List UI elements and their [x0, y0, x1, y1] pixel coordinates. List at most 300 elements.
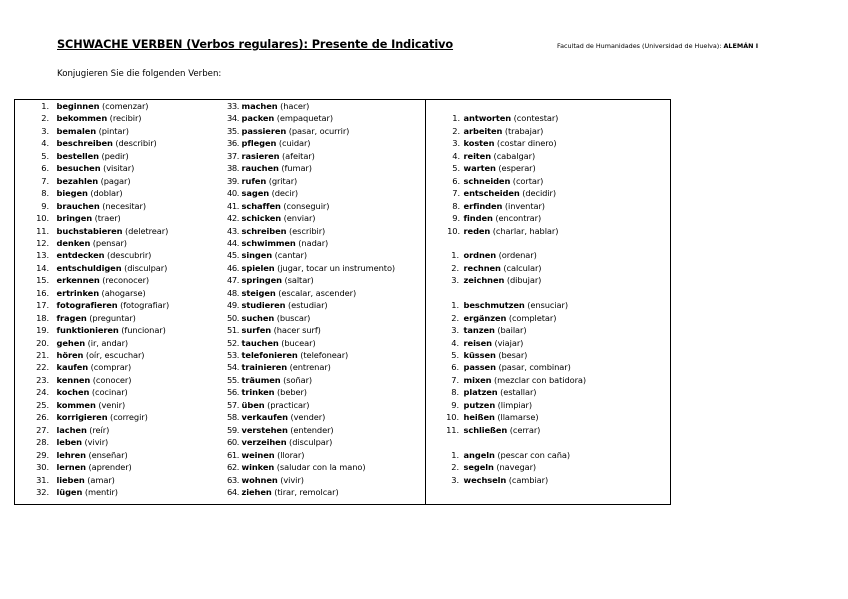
verb-list-item	[427, 176, 543, 187]
verb-list-item	[219, 338, 316, 349]
item-number: 32.	[36, 486, 49, 497]
item-number: 53.	[227, 350, 239, 360]
verb-translation: (soñar)	[280, 374, 313, 385]
verb-translation: (saltar)	[281, 275, 314, 286]
verb-translation: (cortar)	[510, 175, 544, 186]
item-number: 33.	[227, 101, 239, 111]
verb-list-item	[427, 387, 536, 398]
verb-list-item	[219, 475, 304, 486]
item-number: 2.	[452, 125, 460, 136]
verb-list-item	[15, 450, 128, 461]
verb-list-item	[427, 151, 535, 162]
verb-translation: (cerrar)	[507, 424, 541, 435]
verb-infinitive: kennen	[56, 374, 91, 385]
verb-list-item	[219, 213, 315, 224]
verb-infinitive: reisen	[463, 337, 492, 348]
item-number: 3.	[451, 474, 459, 485]
verb-translation: (pintar)	[96, 125, 129, 136]
verb-translation: (trabajar)	[502, 125, 544, 136]
verb-translation: (describir)	[112, 138, 157, 149]
item-number: 6.	[451, 362, 459, 373]
verb-list-item	[427, 475, 548, 486]
verb-list-item	[15, 263, 167, 274]
verb-infinitive: angeln	[463, 449, 495, 460]
item-number: 45.	[227, 250, 239, 261]
verb-list-item	[15, 226, 168, 237]
verb-list-item	[15, 325, 166, 336]
verb-list-item	[427, 425, 540, 436]
verb-infinitive: weinen	[241, 449, 275, 460]
item-number: 15.	[36, 275, 49, 286]
instruction-text: Konjugieren Sie die folgenden Verben:	[57, 69, 222, 79]
verb-infinitive: rasieren	[241, 150, 280, 161]
item-number: 20.	[36, 337, 49, 348]
verb-translation: (recibir)	[107, 113, 142, 124]
verb-translation: (gritar)	[266, 175, 298, 186]
verb-translation: (navegar)	[493, 462, 537, 473]
verb-infinitive: bekommen	[56, 113, 108, 124]
verb-list-item	[15, 487, 118, 498]
verb-translation: (deletrear)	[122, 225, 169, 236]
verb-infinitive: träumen	[241, 374, 281, 385]
verb-infinitive: verzeihen	[241, 437, 287, 448]
item-number: 9.	[452, 213, 460, 224]
verb-translation: (enviar)	[281, 213, 316, 224]
verb-list-item	[219, 350, 348, 361]
verb-translation: (cantar)	[272, 250, 307, 261]
verb-translation: (ordenar)	[496, 250, 537, 261]
verb-translation: (estudiar)	[285, 300, 328, 311]
verb-translation: (reconocer)	[99, 275, 150, 286]
verb-infinitive: lieben	[56, 474, 85, 485]
table-divider	[425, 100, 426, 504]
verb-infinitive: üben	[241, 399, 265, 410]
verb-list-item	[219, 263, 395, 274]
verb-translation: (comprar)	[88, 362, 132, 373]
verb-infinitive: hören	[56, 350, 84, 360]
verb-list-item	[427, 263, 541, 274]
verb-translation: (entender)	[287, 424, 334, 435]
verb-translation: (ahogarse)	[99, 287, 146, 298]
verb-translation: (limpiar)	[495, 399, 532, 410]
verb-table	[14, 99, 671, 505]
verb-list-item	[15, 201, 146, 212]
verb-infinitive: schließen	[463, 424, 508, 435]
item-number: 1.	[451, 300, 459, 311]
verb-list-item	[219, 201, 329, 212]
verb-infinitive: bemalen	[56, 125, 97, 136]
verb-list-item	[427, 325, 526, 336]
verb-translation: (mezclar con batidora)	[491, 374, 587, 385]
item-number: 44.	[227, 237, 239, 248]
verb-translation: (estallar)	[497, 387, 537, 398]
item-number: 8.	[41, 188, 49, 199]
item-number: 64.	[227, 486, 239, 497]
verb-list-item	[427, 126, 543, 137]
item-number: 57.	[227, 399, 239, 410]
verb-list-item	[219, 113, 333, 124]
verb-infinitive: platzen	[463, 387, 498, 398]
verb-translation: (conocer)	[90, 374, 132, 385]
verb-list-item	[15, 362, 131, 373]
verb-translation: (esperar)	[495, 163, 536, 174]
item-number: 39.	[227, 175, 239, 186]
verb-list-item	[15, 188, 122, 199]
verb-translation: (viajar)	[491, 337, 524, 348]
verb-list-item	[15, 300, 169, 311]
verb-translation: (empaquetar)	[274, 113, 333, 124]
verb-translation: (ensuciar)	[524, 300, 568, 311]
verb-list-item	[219, 163, 312, 174]
verb-infinitive: beschreiben	[56, 138, 113, 149]
verb-infinitive: schaffen	[241, 200, 281, 211]
verb-infinitive: schreiben	[241, 225, 287, 236]
verb-translation: (doblar)	[87, 188, 123, 199]
verb-translation: (entrenar)	[287, 362, 331, 373]
item-number: 2.	[451, 312, 459, 323]
verb-translation: (decidir)	[519, 188, 556, 199]
verb-translation: (escalar, ascender)	[275, 287, 357, 298]
item-number: 2.	[451, 462, 459, 473]
verb-translation: (pedir)	[98, 150, 129, 161]
item-number: 54.	[227, 362, 239, 373]
verb-list-item	[15, 400, 125, 411]
verb-infinitive: rechnen	[463, 262, 501, 273]
verb-translation: (disculpar)	[121, 262, 168, 273]
verb-list-item	[427, 250, 537, 261]
item-number: 9.	[41, 200, 49, 211]
verb-list-item	[427, 362, 571, 373]
item-number: 10.	[447, 225, 460, 236]
item-number: 5.	[41, 150, 49, 161]
verb-list-item	[427, 300, 568, 311]
verb-infinitive: korrigieren	[56, 412, 108, 423]
verb-translation: (nadar)	[295, 237, 329, 248]
verb-translation: (besar)	[495, 350, 528, 360]
item-number: 30.	[36, 462, 49, 473]
item-number: 1.	[41, 101, 49, 111]
verb-infinitive: lachen	[56, 424, 87, 435]
verb-translation: (ir, andar)	[85, 337, 129, 348]
item-number: 6.	[41, 163, 49, 174]
verb-translation: (saludar con la mano)	[274, 462, 366, 473]
verb-infinitive: lernen	[56, 462, 86, 473]
verb-infinitive: funktionieren	[56, 325, 119, 336]
verb-list-item	[15, 313, 136, 324]
verb-list-item	[219, 126, 349, 137]
verb-translation: (buscar)	[274, 312, 311, 323]
item-number: 59.	[227, 424, 239, 435]
item-number: 10.	[446, 412, 459, 423]
verb-translation: (decir)	[269, 188, 299, 199]
verb-infinitive: wechseln	[463, 474, 507, 485]
verb-infinitive: küssen	[463, 350, 496, 360]
verb-translation: (corregir)	[107, 412, 148, 423]
verb-list-item	[219, 387, 307, 398]
verb-list-item	[15, 163, 134, 174]
verb-list-item	[219, 437, 332, 448]
verb-infinitive: erfinden	[463, 200, 503, 211]
verb-translation: (venir)	[95, 399, 126, 410]
verb-infinitive: singen	[241, 250, 273, 261]
verb-translation: (conseguir)	[280, 200, 330, 211]
verb-infinitive: packen	[241, 113, 275, 124]
verb-infinitive: lehren	[56, 449, 86, 460]
item-number: 50.	[227, 312, 239, 323]
verb-translation: (inventar)	[502, 200, 545, 211]
verb-infinitive: sagen	[241, 188, 270, 199]
verb-infinitive: zeichnen	[463, 275, 505, 286]
verb-infinitive: spielen	[241, 262, 275, 273]
verb-translation: (mentir)	[82, 486, 118, 497]
item-number: 3.	[452, 138, 460, 149]
verb-list-item	[15, 375, 131, 386]
item-number: 13.	[36, 250, 49, 261]
verb-infinitive: reden	[463, 225, 491, 236]
verb-translation: (afeitar)	[279, 150, 315, 161]
verb-list-item	[15, 151, 129, 162]
verb-list-item	[219, 362, 331, 373]
item-number: 31.	[36, 474, 49, 485]
verb-infinitive: kaufen	[56, 362, 89, 373]
verb-infinitive: warten	[463, 163, 496, 174]
verb-infinitive: biegen	[56, 188, 88, 199]
verb-list-item	[427, 338, 523, 349]
verb-list-item	[219, 250, 307, 261]
item-number: 16.	[36, 287, 49, 298]
item-number: 42.	[227, 213, 239, 224]
verb-list-item	[219, 487, 339, 498]
verb-translation: (pescar con caña)	[494, 449, 571, 460]
verb-list-item	[15, 275, 149, 286]
verb-translation: (pasar, ocurrir)	[286, 125, 350, 136]
verb-infinitive: mixen	[463, 374, 492, 385]
item-number: 17.	[36, 300, 49, 311]
verb-list-item	[427, 188, 556, 199]
verb-list-item	[219, 462, 366, 473]
verb-translation: (traer)	[92, 213, 121, 224]
verb-infinitive: leben	[56, 437, 82, 448]
verb-translation: (hacer surf)	[271, 325, 321, 336]
item-number: 4.	[452, 150, 460, 161]
item-number: 51.	[227, 325, 239, 336]
verb-list-item	[15, 101, 148, 112]
verb-list-item	[219, 288, 356, 299]
verb-list-item	[427, 375, 586, 386]
verb-list-item	[15, 462, 132, 473]
item-number: 8.	[452, 200, 460, 211]
verb-infinitive: trinken	[241, 387, 275, 398]
verb-list-item	[427, 400, 532, 411]
item-number: 26.	[36, 412, 49, 423]
verb-list-item	[219, 226, 325, 237]
verb-infinitive: rufen	[241, 175, 267, 186]
verb-list-item	[219, 101, 309, 112]
verb-infinitive: schicken	[241, 213, 282, 224]
verb-translation: (vivir)	[277, 474, 304, 485]
verb-list-item	[219, 425, 334, 436]
verb-translation: (cocinar)	[89, 387, 128, 398]
verb-translation: (contestar)	[511, 113, 559, 124]
verb-infinitive: antworten	[463, 113, 512, 124]
verb-list-item	[219, 450, 304, 461]
verb-infinitive: trainieren	[241, 362, 288, 373]
item-number: 49.	[227, 300, 239, 311]
verb-infinitive: tauchen	[241, 337, 279, 348]
verb-list-item	[219, 176, 297, 187]
verb-translation: (oír, escuchar)	[83, 350, 145, 360]
verb-infinitive: steigen	[241, 287, 276, 298]
verb-infinitive: machen	[241, 101, 278, 111]
item-number: 38.	[227, 163, 239, 174]
verb-translation: (enseñar)	[85, 449, 128, 460]
item-number: 52.	[227, 337, 239, 348]
item-number: 60.	[227, 437, 239, 448]
item-number: 28.	[36, 437, 49, 448]
verb-infinitive: entdecken	[56, 250, 105, 261]
verb-infinitive: entscheiden	[463, 188, 520, 199]
verb-list-item	[15, 113, 141, 124]
verb-translation: (practicar)	[264, 399, 310, 410]
verb-infinitive: ordnen	[463, 250, 497, 261]
verb-translation: (disculpar)	[286, 437, 333, 448]
verb-infinitive: putzen	[463, 399, 496, 410]
item-number: 11.	[446, 424, 459, 435]
item-number: 19.	[36, 325, 49, 336]
verb-infinitive: verstehen	[241, 424, 288, 435]
item-number: 18.	[36, 312, 49, 323]
verb-translation: (hacer)	[277, 101, 310, 111]
verb-translation: (vender)	[287, 412, 326, 423]
verb-infinitive: fragen	[56, 312, 87, 323]
verb-list-item	[427, 213, 541, 224]
verb-infinitive: bezahlen	[56, 175, 99, 186]
verb-translation: (fotografiar)	[117, 300, 170, 311]
verb-list-item	[219, 238, 328, 249]
verb-infinitive: pflegen	[241, 138, 277, 149]
verb-translation: (llamarse)	[494, 412, 539, 423]
verb-infinitive: fotografieren	[56, 300, 118, 311]
verb-infinitive: passen	[463, 362, 496, 373]
verb-list-item	[427, 450, 570, 461]
verb-infinitive: ziehen	[241, 486, 272, 497]
verb-list-item	[219, 138, 310, 149]
item-number: 4.	[41, 138, 49, 149]
verb-infinitive: passieren	[241, 125, 287, 136]
verb-list-item	[15, 213, 121, 224]
verb-infinitive: beginnen	[56, 101, 100, 111]
item-number: 22.	[36, 362, 49, 373]
verb-infinitive: lügen	[56, 486, 83, 497]
verb-list-item	[219, 325, 321, 336]
verb-infinitive: kosten	[463, 138, 495, 149]
verb-list-item	[219, 275, 314, 286]
item-number: 3.	[451, 325, 459, 336]
item-number: 48.	[227, 287, 239, 298]
verb-translation: (bucear)	[278, 337, 316, 348]
verb-infinitive: schwimmen	[241, 237, 296, 248]
item-number: 7.	[452, 188, 460, 199]
item-number: 61.	[227, 449, 239, 460]
verb-infinitive: arbeiten	[463, 125, 503, 136]
verb-list-item	[15, 288, 146, 299]
item-number: 5.	[452, 163, 460, 174]
verb-infinitive: brauchen	[56, 200, 100, 211]
verb-translation: (comenzar)	[99, 101, 149, 111]
item-number: 41.	[227, 200, 239, 211]
verb-list-item	[219, 300, 328, 311]
verb-translation: (visitar)	[100, 163, 135, 174]
item-number: 55.	[227, 374, 239, 385]
verb-translation: (jugar, tocar un instrumento)	[274, 262, 396, 273]
item-number: 12.	[36, 237, 49, 248]
item-number: 7.	[451, 374, 459, 385]
verb-list-item	[427, 201, 545, 212]
item-number: 34.	[227, 113, 239, 124]
verb-list-item	[427, 275, 541, 286]
verb-list-item	[219, 151, 315, 162]
verb-translation: (charlar, hablar)	[490, 225, 559, 236]
item-number: 35.	[227, 125, 239, 136]
verb-list-item	[219, 313, 310, 324]
item-number: 23.	[36, 374, 49, 385]
verb-infinitive: besuchen	[56, 163, 101, 174]
verb-translation: (pagar)	[98, 175, 131, 186]
verb-infinitive: erkennen	[56, 275, 100, 286]
verb-list-item	[219, 412, 325, 423]
verb-list-item	[15, 387, 128, 398]
page-title: SCHWACHE VERBEN (Verbos regulares): Presente de Indicativo	[57, 38, 454, 51]
verb-translation: (cambiar)	[506, 474, 549, 485]
verb-list-item	[427, 350, 527, 361]
item-number: 25.	[36, 399, 49, 410]
verb-translation: (dibujar)	[504, 275, 542, 286]
verb-translation: (amar)	[84, 474, 115, 485]
verb-translation: (completar)	[506, 312, 557, 323]
verb-translation: (costar dinero)	[494, 138, 557, 149]
verb-infinitive: denken	[56, 237, 91, 248]
verb-list-item	[15, 176, 130, 187]
item-number: 29.	[36, 449, 49, 460]
verb-list-item	[15, 138, 157, 149]
item-number: 9.	[451, 399, 459, 410]
item-number: 6.	[452, 175, 460, 186]
verb-infinitive: segeln	[463, 462, 494, 473]
verb-list-item	[15, 475, 115, 486]
item-number: 56.	[227, 387, 239, 398]
item-number: 14.	[36, 262, 49, 273]
item-number: 21.	[36, 350, 49, 360]
subject-label: ALEMÁN I	[723, 42, 759, 50]
item-number: 62.	[227, 462, 239, 473]
verb-list-item	[15, 425, 109, 436]
verb-list-item	[219, 188, 298, 199]
item-number: 3.	[41, 125, 49, 136]
verb-infinitive: reiten	[463, 150, 492, 161]
item-number: 1.	[451, 250, 459, 261]
faculty-text: Facultad de Humanidades (Universidad de Huelva):	[557, 42, 724, 50]
item-number: 27.	[36, 424, 49, 435]
verb-infinitive: ergänzen	[463, 312, 507, 323]
verb-infinitive: surfen	[241, 325, 272, 336]
verb-infinitive: finden	[463, 213, 493, 224]
verb-infinitive: bestellen	[56, 150, 99, 161]
verb-infinitive: studieren	[241, 300, 286, 311]
verb-list-item	[15, 338, 128, 349]
item-number: 24.	[36, 387, 49, 398]
verb-translation: (vivir)	[82, 437, 109, 448]
verb-list-item	[15, 412, 148, 423]
